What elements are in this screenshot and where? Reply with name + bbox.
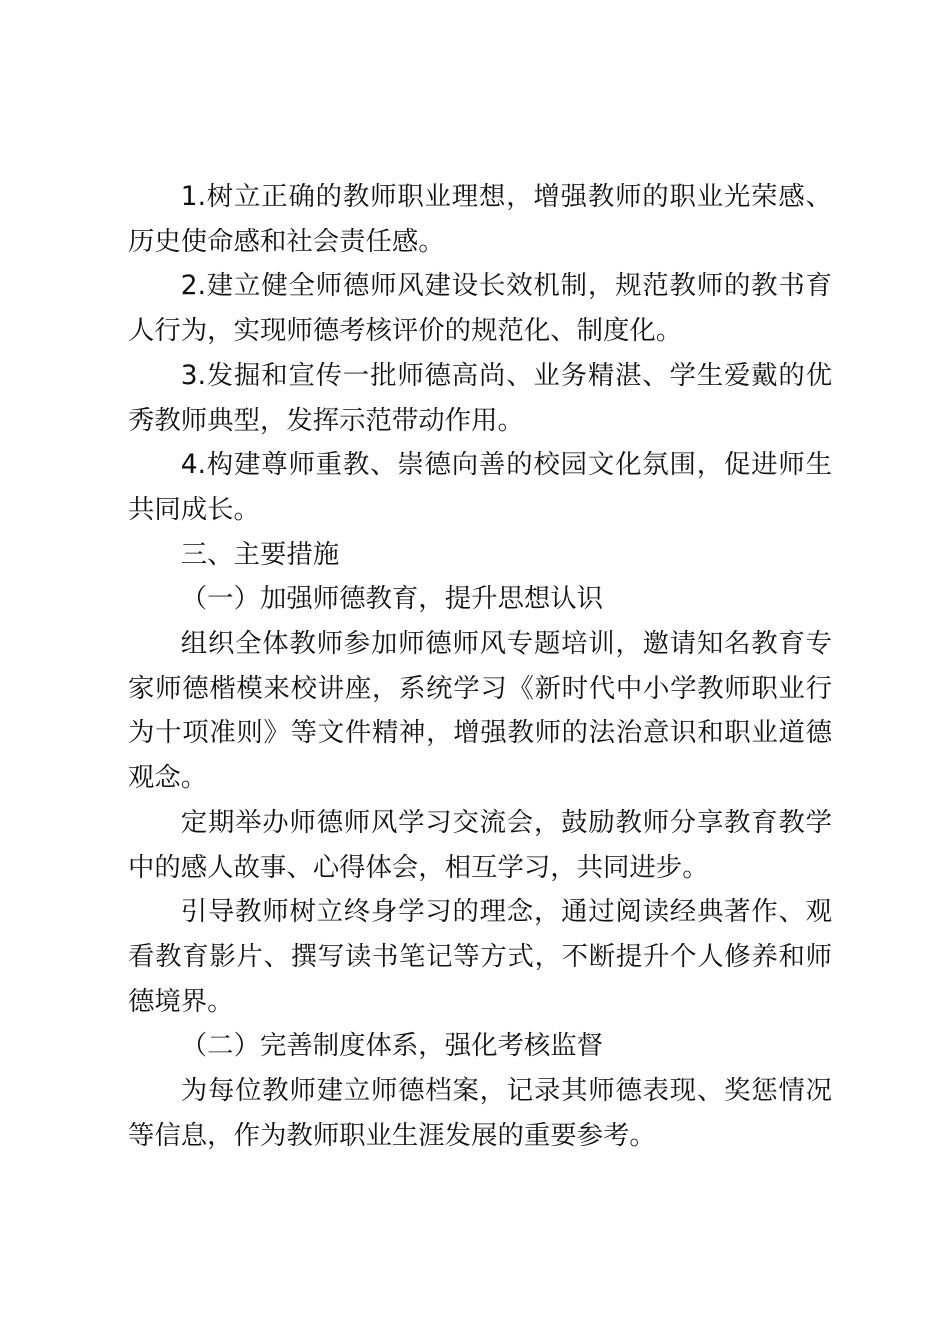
- section-heading-main-measures: 三、主要措施: [180, 538, 340, 570]
- goal-paragraph-3: 3.发掘和宣传一批师德高尚、业务精湛、学生爱戴的优秀教师典型，发挥示范带动作用。: [128, 359, 832, 436]
- document-body: [128, 175, 832, 1158]
- measure-paragraph-2: 定期举办师德师风学习交流会，鼓励教师分享教育教学中的感人故事、心得体会，相互学习，共同进步。: [128, 806, 832, 883]
- subsection-heading-2: （二）完善制度体系，强化考核监督: [180, 1030, 604, 1062]
- measure-paragraph-3: 引导教师树立终身学习的理念，通过阅读经典著作、观看教育影片、撰写读书笔记等方式，不断提升个人修养和师德境界。: [128, 896, 832, 1017]
- measure-paragraph-4: 为每位教师建立师德档案，记录其师德表现、奖惩情况等信息，作为教师职业生涯发展的重要参考。: [128, 1075, 832, 1151]
- goal-paragraph-4: 4.构建尊师重教、崇德向善的校园文化氛围，促进师生共同成长。: [128, 449, 832, 525]
- goal-paragraph-1: 1.树立正确的教师职业理想，增强教师的职业光荣感、历史使命感和社会责任感。: [128, 181, 832, 257]
- subsection-heading-1: （一）加强师德教育，提升思想认识: [180, 583, 604, 615]
- measure-paragraph-1: 组织全体教师参加师德师风专题培训，邀请知名教育专家师德楷模来校讲座，系统学习《新时代中小学教师职业行为十项准则》等文件精神，增强教师的法治意识和职业道德观念。: [128, 628, 832, 794]
- goal-paragraph-2: 2.建立健全师德师风建设长效机制，规范教师的教书育人行为，实现师德考核评价的规范化、制度化。: [128, 270, 832, 347]
